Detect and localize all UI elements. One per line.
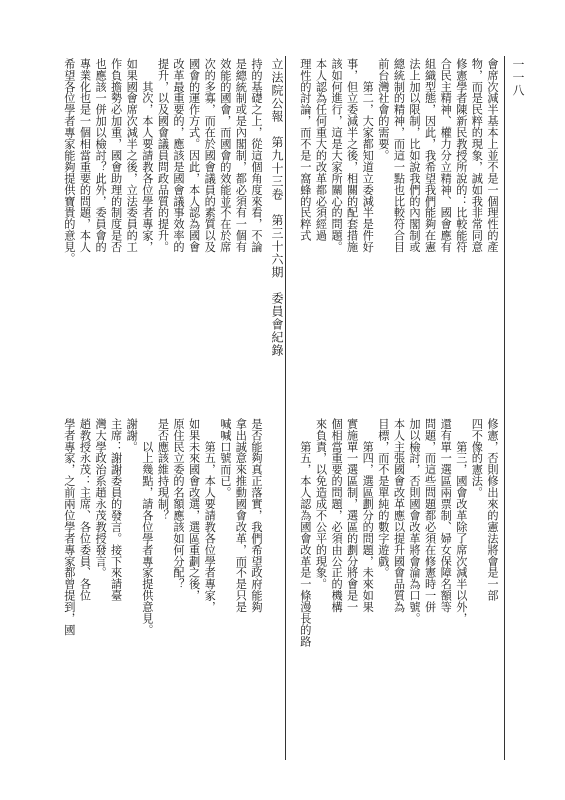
- page-number: 一一八: [511, 58, 525, 97]
- gazette-header-title: 立法院公報 第九十三卷 第三十六期 委員會紀錄: [270, 58, 284, 357]
- text-block-upper-right: 會席次減半基本上並不是一個理性的產 物，而是民粹的現象，誠如我非常同意 修憲學者陳新民教授所說的：比較能符 合民主精神、權力分立精神、國會應有 組織型態，因此，我希望我們能夠在憲 法上加以限制，比如說我們的內閣制或 總統制的精神，而這一點也比較符合目 前台灣社會的需要。 第二，大家都知道立委減半是件好 事，但立委減半之後，相關的配套措施 該如何進行，這是大家所關心的問題。 本人認為任何重大的改革都必須經過 理性的討論，而不是一窩蜂的民粹式: [298, 58, 499, 253]
- text-block-lower-right: 修憲，否則修出來的憲法將會是一部 四不像的憲法。 第三，國會改革除了席次減半以外， 還有單一選區兩票制、婦女保障名額等 問題，而這些問題都必須在修憲時一併 加以檢討，否則國會改革將會淪為口號。 本人主張國會改革應以提升國會品質為 目標，而不是單純的數字遊戲。 第四，選區劃分的問題，未來如果 實施單一選區制，選區的劃分將會是一 個相當重要的問題，必須由公正的機構 來負責，以免造成不公平的現象。 第五，本人認為國會改革是一條漫長的路: [298, 418, 499, 647]
- header-rule-right: [504, 56, 505, 760]
- text-block-upper-left: 持的基礎之上，從這個角度來看，不論 是總統制或是內閣制，都必須有一個有 效能的國會，而國會的效能並不在於席 次的多寡，而在於國會議員的素質以及 國會的運作方式。因此，本人認為國會 改革最重要的，應該是國會議事效率的 提升，以及國會議員問政品質的提升。 其次，本人要請教各位學者專家， 如果國會席次減半之後，立法委員的工 作負擔勢必加重，國會助理的制度是否 也應該一併加以檢討？此外，委員會的 專業化也是一個相當重要的問題，本人 希望各位學者專家能夠提供寶貴的意見。: [62, 58, 263, 265]
- text-block-lower-left: 是否能夠真正落實，我們希望政府能夠 拿出誠意來推動國會改革，而不是只是 喊喊口號而已。 第五，本人要請教各位學者專家， 如果未來國會改選，選區重劃之後， 原住民立委的名額應該如何分配？ 是否應該維持現制？ 以上幾點，請各位學者專家提供意見。 謝謝。 主席：謝謝委員的發言。接下來請臺 灣大學政治系趙永茂教授發言。 趙教授永茂：主席、各位委員、各位 學者專家，之前兩位學者專家都曾提到，國: [62, 418, 263, 636]
- header-rule-left: [285, 56, 286, 760]
